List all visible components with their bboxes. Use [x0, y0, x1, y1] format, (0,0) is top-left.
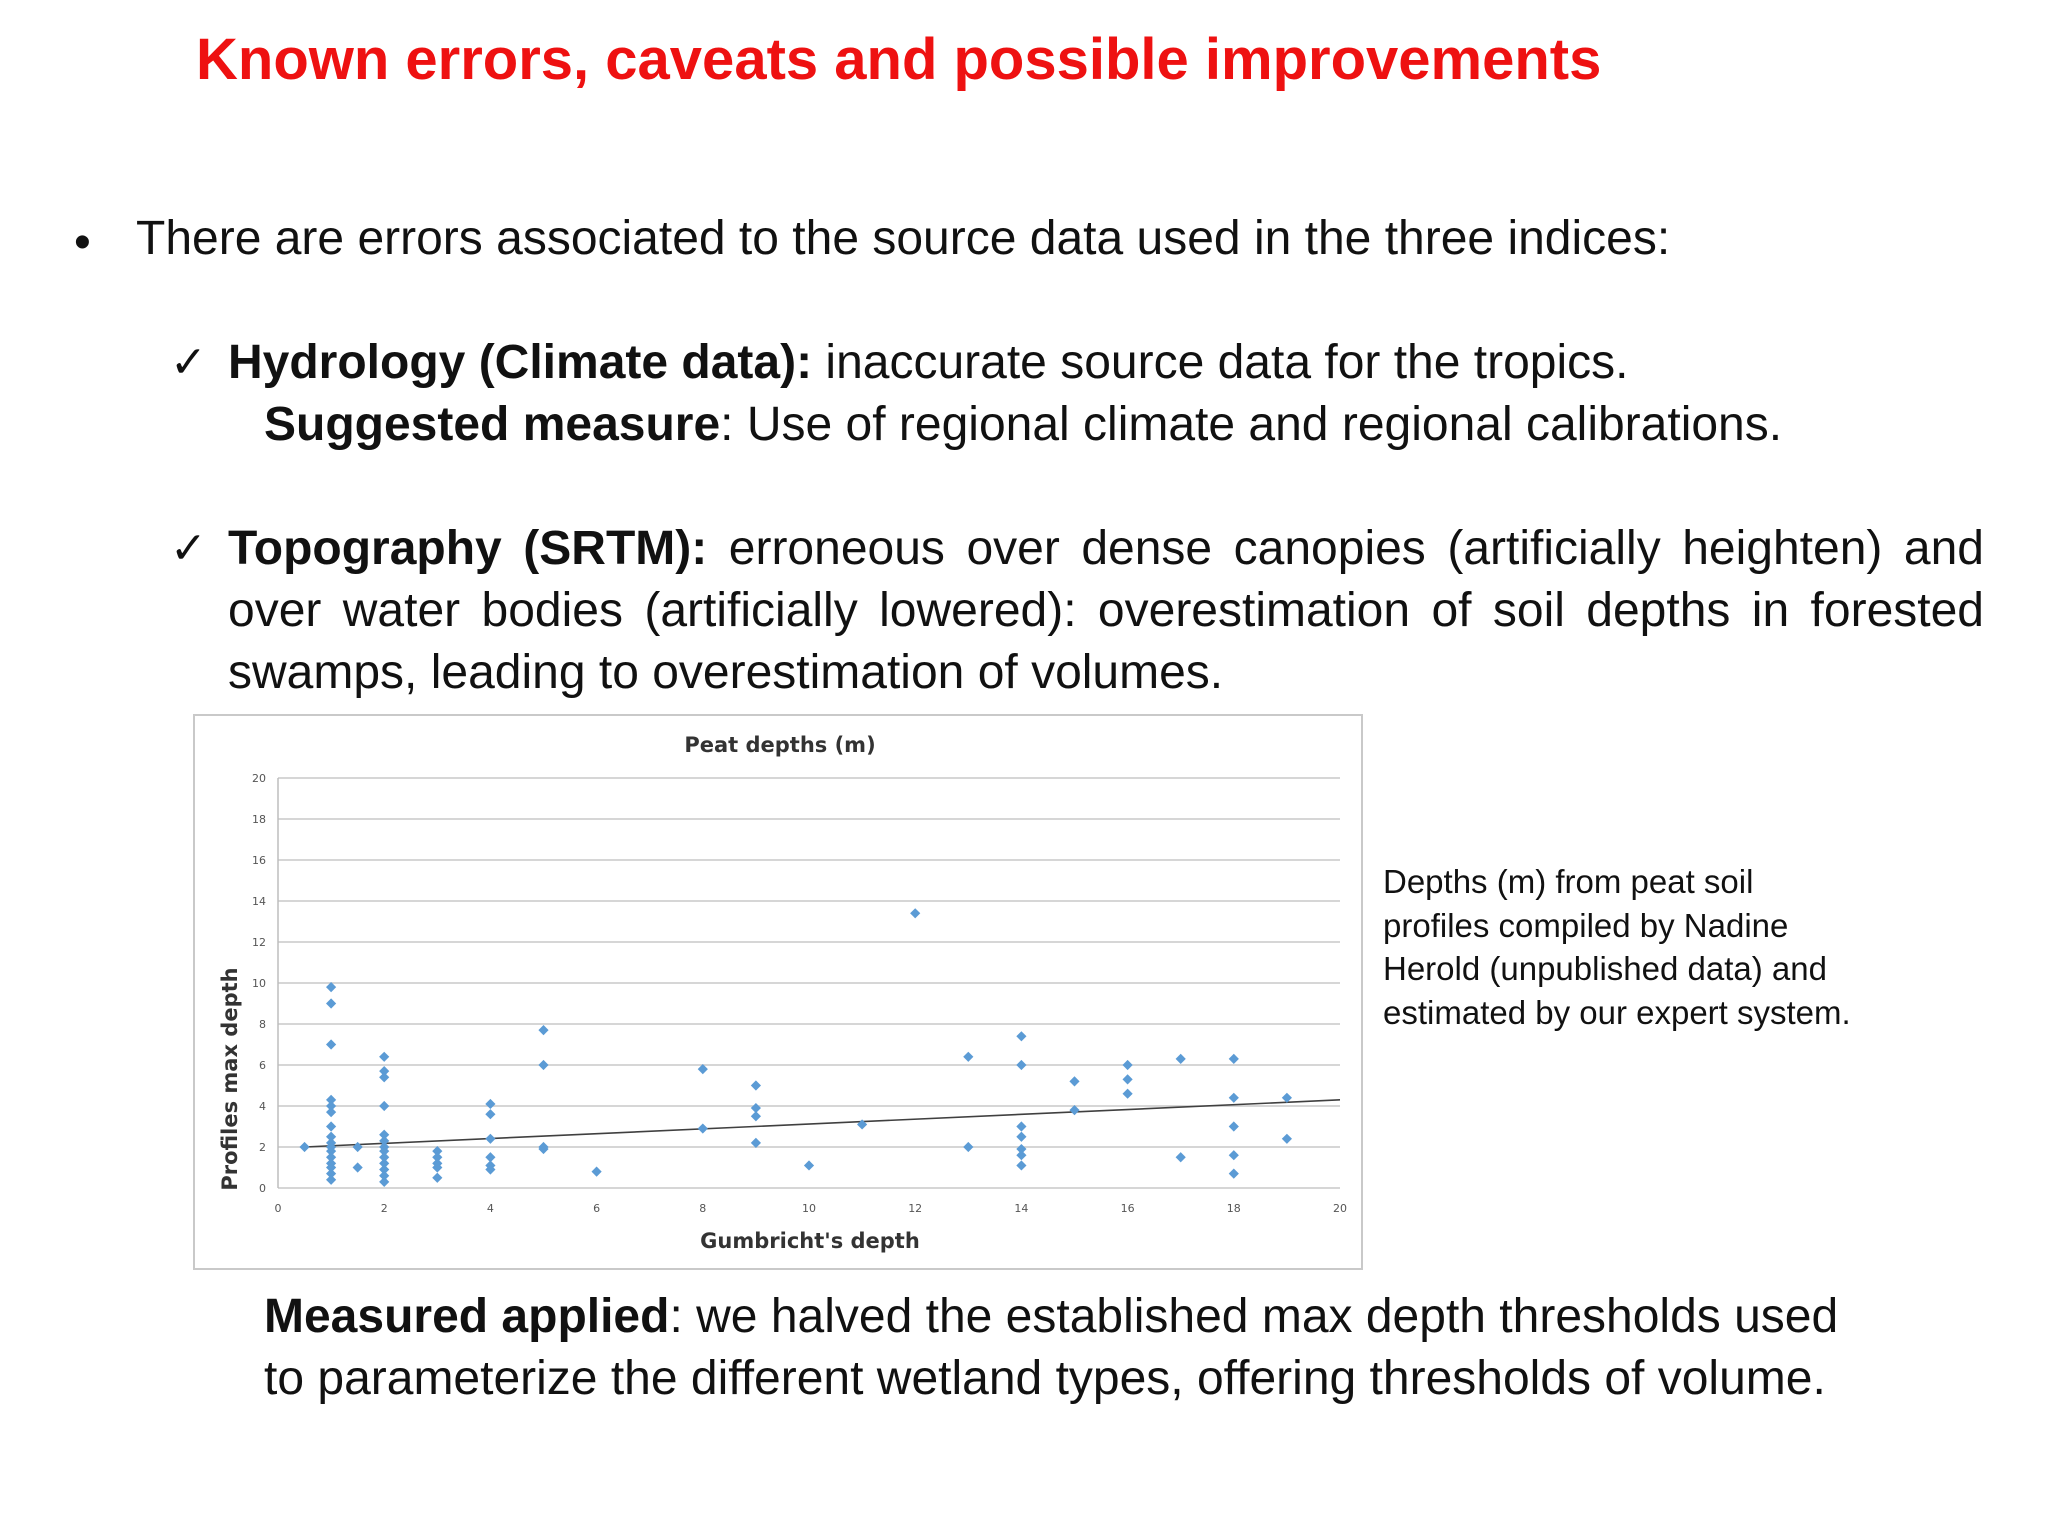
suggested-measure-label: Suggested measure [264, 398, 721, 451]
x-tick-label: 18 [1226, 1202, 1241, 1215]
data-point [353, 1142, 363, 1152]
y-tick-label: 16 [252, 854, 266, 867]
hydrology-line [228, 332, 1628, 394]
data-point [326, 1107, 336, 1117]
hydrology-heading: Hydrology (Climate data): [228, 336, 813, 389]
data-point [1282, 1134, 1292, 1144]
y-tick-label: 10 [252, 977, 266, 990]
data-point [326, 1039, 336, 1049]
hydrology-text: inaccurate source data for the tropics. [812, 336, 1629, 389]
chart-title: Peat depths (m) [684, 733, 876, 757]
data-point [1016, 1031, 1026, 1041]
data-point [1229, 1150, 1239, 1160]
x-tick-label: 0 [274, 1202, 282, 1215]
measure-applied-text: : we halved the established max depth thresholds used [669, 1290, 1839, 1343]
data-point [804, 1160, 814, 1170]
data-point [1229, 1054, 1239, 1064]
measure-applied-line-1 [264, 1286, 1838, 1348]
x-tick-label: 20 [1333, 1202, 1347, 1215]
data-point [326, 1175, 336, 1185]
x-tick-label: 4 [486, 1202, 494, 1215]
data-point [1229, 1169, 1239, 1179]
peat-depth-chart [193, 714, 1363, 1270]
data-point [485, 1099, 495, 1109]
x-tick-label: 14 [1014, 1202, 1029, 1215]
data-point [379, 1177, 389, 1187]
data-point [379, 1101, 389, 1111]
suggested-measure-text: : Use of regional climate and regional calibrations. [720, 398, 1783, 451]
y-tick-label: 6 [259, 1059, 266, 1072]
grid-lines [278, 778, 1340, 1188]
y-tick-label: 8 [259, 1018, 266, 1031]
data-point [485, 1109, 495, 1119]
data-point [299, 1142, 309, 1152]
checkmark-icon: ✓ [170, 524, 207, 573]
y-axis-label: Profiles max depth [218, 967, 242, 1191]
topography-paragraph [228, 518, 1984, 704]
y-tick-label: 2 [259, 1141, 266, 1154]
chart-caption: Depths (m) from peat soil profiles compiled by Nadine Herold (unpublished data) and estimated by our expert system. [1383, 863, 1851, 1031]
data-point [538, 1025, 548, 1035]
data-point [326, 998, 336, 1008]
data-point [1016, 1160, 1026, 1170]
y-tick-label: 4 [259, 1100, 266, 1113]
data-point [538, 1060, 548, 1070]
chart-svg [195, 716, 1365, 1272]
hydrology-measure-line [264, 394, 1782, 456]
data-point [963, 1052, 973, 1062]
data-point [1123, 1074, 1133, 1084]
bullet-marker: • [74, 216, 91, 269]
data-point [910, 908, 920, 918]
data-point [1123, 1060, 1133, 1070]
measure-applied-label: Measured applied [264, 1290, 670, 1343]
data-point [379, 1072, 389, 1082]
data-point [1176, 1152, 1186, 1162]
x-tick-label: 10 [802, 1202, 816, 1215]
data-point [751, 1080, 761, 1090]
data-point [379, 1052, 389, 1062]
x-tick-label: 12 [908, 1202, 923, 1215]
trendline-line [305, 1100, 1340, 1147]
checkmark-icon: ✓ [170, 338, 207, 387]
tick-labels [252, 772, 1347, 1215]
data-point [353, 1162, 363, 1172]
data-point [432, 1173, 442, 1183]
y-tick-label: 12 [252, 936, 266, 949]
intro-bullet-text: There are errors associated to the source data used in the three indices: [136, 212, 1671, 265]
data-point [592, 1167, 602, 1177]
x-axis-label: Gumbricht's depth [700, 1229, 920, 1253]
data-point [1229, 1121, 1239, 1131]
y-tick-label: 14 [252, 895, 266, 908]
data-point [963, 1142, 973, 1152]
data-point [751, 1111, 761, 1121]
data-point [326, 1121, 336, 1131]
data-point [1016, 1121, 1026, 1131]
slide-title: Known errors, caveats and possible improvements [196, 27, 1602, 92]
y-tick-label: 18 [252, 813, 266, 826]
data-point [1229, 1093, 1239, 1103]
trendline [305, 1100, 1340, 1147]
topography-text: erroneous over dense canopies (artificially heighten) and over water bodies (artificially lowered): overestimation of soil depths in forested swamps, leading to overestimation of volumes. [228, 522, 1984, 699]
x-tick-label: 16 [1120, 1202, 1135, 1215]
y-tick-label: 0 [259, 1182, 266, 1195]
data-point [1176, 1054, 1186, 1064]
data-point [485, 1134, 495, 1144]
x-tick-label: 6 [593, 1202, 601, 1215]
measure-applied-line-2: to parameterize the different wetland types, offering thresholds of volume. [264, 1352, 1826, 1405]
data-point [1016, 1150, 1026, 1160]
data-point [1016, 1060, 1026, 1070]
y-tick-label: 20 [252, 772, 266, 785]
data-points [299, 908, 1292, 1187]
topography-heading: Topography (SRTM): [228, 522, 708, 575]
data-point [1016, 1132, 1026, 1142]
data-point [698, 1123, 708, 1133]
x-tick-label: 8 [699, 1202, 707, 1215]
data-point [1123, 1089, 1133, 1099]
x-tick-label: 2 [380, 1202, 388, 1215]
data-point [1069, 1076, 1079, 1086]
